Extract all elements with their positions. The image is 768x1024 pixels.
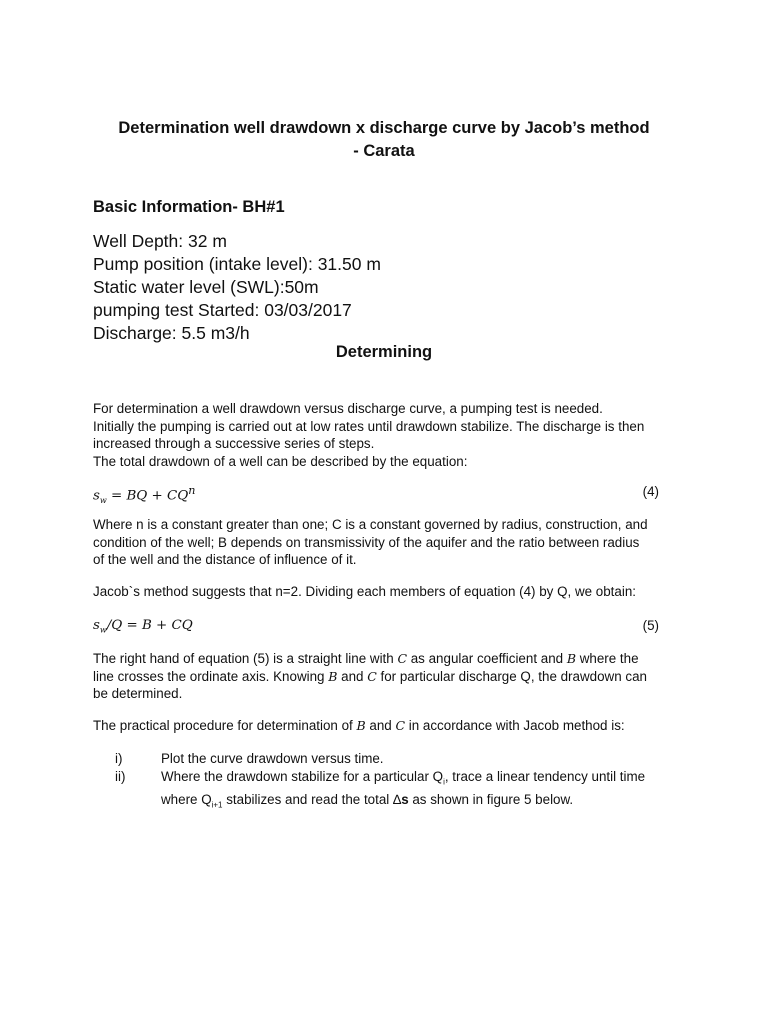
title-line-1: Determination well drawdown x discharge curve by Jacob’s method [118,119,650,137]
text-run: for particular discharge Q, the drawdown can [376,668,647,684]
math-symbol: C [367,668,377,684]
paragraph-line [93,650,683,668]
bold-symbol: s [401,791,409,807]
subscript: i [443,777,445,787]
text-run: as shown in figure 5 below. [408,791,574,807]
paragraph-constants [93,516,683,569]
text-run: in accordance with Jacob method is: [405,718,625,733]
text-run: and [337,668,368,684]
paragraph-straight-line [93,650,683,703]
eq5-rhs: /Q = B + CQ [106,618,193,633]
paragraph-line [93,668,683,686]
basic-info-heading: Basic Information- BH#1 [93,198,285,216]
well-depth: Well Depth: 32 m [93,231,227,251]
paragraph-line: be determined. [93,686,183,701]
paragraph-line [93,717,683,735]
math-symbol: B [566,651,577,666]
paragraph-line: of the well and the distance of influence of it. [93,552,357,567]
eq4-lhs-sub: w [99,496,107,506]
static-water-level: Static water level (SWL):50m [93,277,319,297]
pump-position: Pump position (intake level): 31.50 m [93,254,381,274]
title-line-2: - Carata [353,142,415,160]
text-run: Where the drawdown stabilize for a particular Q [161,768,444,784]
eq4-rhs-sup: n [188,484,196,497]
list-index: i) [115,751,123,766]
paragraph-line: Initially the pumping is carried out at low rates until drawdown stabilize. The discharge is then [93,418,645,434]
determining-heading: Determining [335,343,433,361]
text-run: where the [576,651,639,666]
subscript: i+1 [211,800,223,810]
list-index: ii) [115,768,126,784]
math-symbol: C [395,718,406,733]
text-run: The right hand of equation (5) is a straight line with [93,651,398,666]
basic-info-list [93,230,381,345]
text-run: line crosses the ordinate axis. Knowing [93,668,329,684]
list-text: Plot the curve drawdown versus time. [161,751,384,766]
list-text-line [161,791,645,814]
eq5-lhs: s [93,618,100,633]
list-item [115,768,645,814]
eq5-lhs-sub: w [99,625,107,635]
paragraph-jacob [93,583,683,601]
math-symbol: C [397,651,408,666]
equation-4 [93,484,659,505]
paragraph-line: condition of the well; B depends on transmissivity of the aquifer and the ratio between radius [93,534,640,550]
text-run: , trace a linear tendency until time [444,768,646,784]
list-item [115,750,645,768]
text-run: as angular coefficient and [407,651,567,666]
text-run: where Q [161,791,212,807]
paragraph-line: The total drawdown of a well can be described by the equation: [93,453,468,469]
paragraph-line: Where n is a constant greater than one; C is a constant governed by radius, construction, and [93,517,648,532]
text-run: The practical procedure for determination of [93,718,357,733]
text-run: stabilizes and read the total [222,791,393,807]
paragraph-line: Jacob`s method suggests that n=2. Dividing each members of equation (4) by Q, we obtain: [93,584,636,599]
document-title [60,117,708,163]
equation-5 [93,618,659,635]
discharge: Discharge: 5.5 m3/h [93,323,250,343]
procedure-list [115,750,645,814]
eq4-rhs: = BQ + CQ [106,488,189,504]
eq5-number: (5) [642,618,659,633]
eq4-lhs: s [93,488,100,504]
delta-symbol: ∆ [392,791,402,807]
pumping-test-start: pumping test Started: 03/03/2017 [93,300,352,320]
text-run: and [365,718,396,733]
eq4-number: (4) [642,484,659,499]
paragraph-line: For determination a well drawdown versus discharge curve, a pumping test is needed. [93,401,603,416]
list-text-line [161,768,645,791]
paragraph-procedure [93,717,683,735]
paragraph-intro [93,400,683,470]
math-symbol: B [328,668,338,684]
math-symbol: B [356,718,366,733]
paragraph-line: increased through a successive series of steps. [93,436,375,451]
